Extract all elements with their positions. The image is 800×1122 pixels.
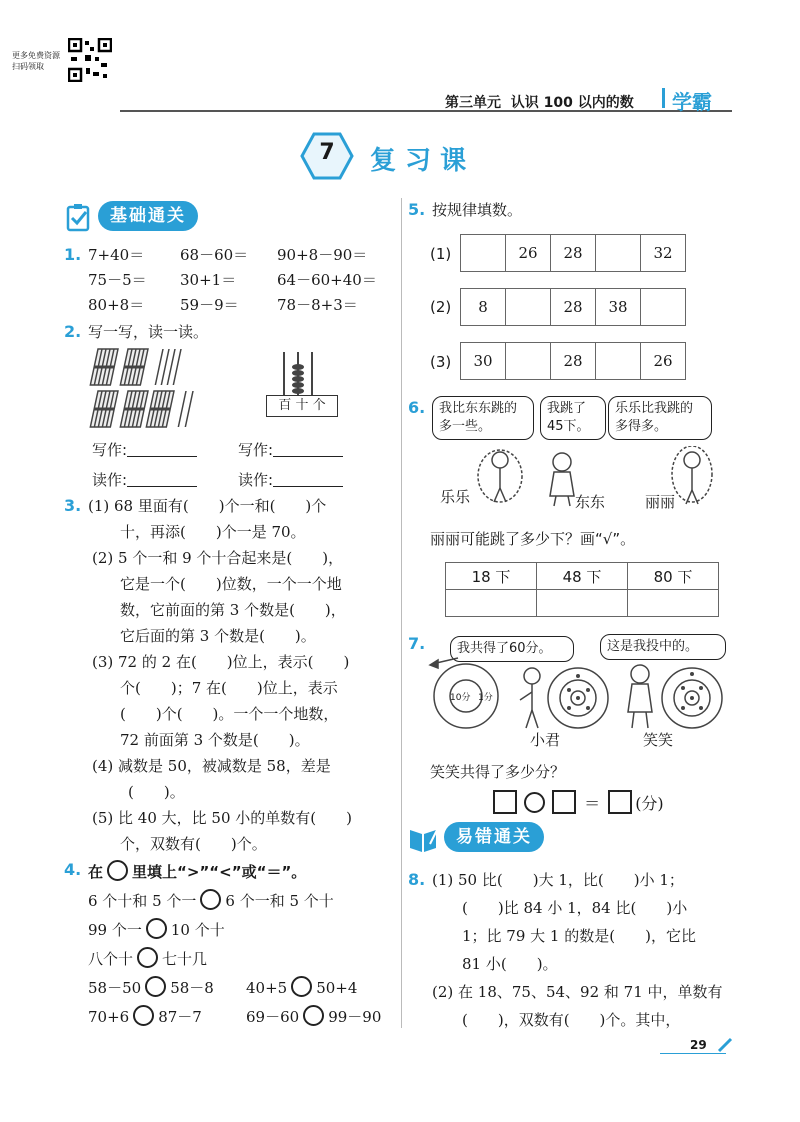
answer-blank[interactable] xyxy=(127,440,197,457)
q4-title xyxy=(88,860,306,882)
q3-line: 十，再添( )个一是 70。 xyxy=(120,523,306,541)
check-cell[interactable] xyxy=(628,590,719,617)
seq-cell[interactable] xyxy=(461,235,506,272)
option-label: 18 下 xyxy=(446,563,537,590)
stick-bundles-icon xyxy=(88,345,213,430)
section-error-title: 易错通关 xyxy=(444,822,544,852)
column-divider xyxy=(401,198,402,1028)
q8-line: ( )比 84 小 1，84 比( )小 xyxy=(462,899,688,917)
q3-line: 个( )；7 在( )位上，表示 xyxy=(120,679,338,697)
answer-box[interactable] xyxy=(493,790,517,814)
q7-answer-row: ＝ (分) xyxy=(490,790,664,814)
compare-circle[interactable] xyxy=(137,947,158,968)
q6-question: 丽丽可能跳了多少下？画“√”。 xyxy=(430,530,636,548)
q3-line: (3) 72 的 2 在( )位上，表示( ) xyxy=(92,653,350,671)
q5-title: 按规律填数。 xyxy=(432,201,523,219)
q1-expr: 90+8－90＝ xyxy=(277,246,368,264)
q3-line: 72 前面第 3 个数是( )。 xyxy=(120,731,310,749)
seq-cell[interactable]: 38 xyxy=(596,289,641,326)
brand-divider xyxy=(662,88,665,108)
q8-line: 1；比 79 大 1 的数是( )，它比 xyxy=(462,927,696,945)
q5-row-label: (2) xyxy=(430,298,452,316)
compare-circle[interactable] xyxy=(133,1005,154,1026)
q4-item: 70+6 87－7 xyxy=(88,1005,202,1027)
compare-circle[interactable] xyxy=(303,1005,324,1026)
q1-number: 1. xyxy=(64,245,82,264)
option-label: 48 下 xyxy=(537,563,628,590)
seq-cell[interactable]: 28 xyxy=(551,289,596,326)
target-label: 1分 xyxy=(478,693,493,703)
pencil-icon xyxy=(716,1036,734,1054)
q2-read-label: 读作: xyxy=(92,471,128,489)
blank-circle-icon xyxy=(107,860,128,881)
seq-cell[interactable]: 26 xyxy=(641,343,686,380)
answer-box[interactable] xyxy=(608,790,632,814)
q5-row-label: (3) xyxy=(430,353,452,371)
clipboard-check-icon xyxy=(64,202,94,232)
compare-circle[interactable] xyxy=(291,976,312,997)
q2-write-label: 写作: xyxy=(238,441,274,459)
speech-bubble: 我比东东跳的多一些。 xyxy=(432,396,534,440)
q4-title-pre: 在 xyxy=(88,863,104,881)
q3-line: (1) 68 里面有( )个一和( )个 xyxy=(88,497,327,515)
q6-options-table xyxy=(445,562,719,617)
open-book-pencil-icon xyxy=(408,824,440,854)
q5-number: 5. xyxy=(408,200,426,219)
q3-line: (2) 5 个一和 9 个十合起来是( )， xyxy=(92,549,344,567)
seq-cell[interactable]: 30 xyxy=(461,343,506,380)
q1-expr: 68－60＝ xyxy=(180,246,249,264)
q1-expr: 75－5＝ xyxy=(88,271,147,289)
compare-circle[interactable] xyxy=(146,918,167,939)
q7-question: 笑笑共得了多少分？ xyxy=(430,763,566,781)
q7-number: 7. xyxy=(408,634,426,653)
seq-cell[interactable] xyxy=(596,343,641,380)
abacus-icon xyxy=(266,347,338,397)
qr-caption: 更多免费资源 扫码领取 xyxy=(12,51,60,71)
compare-circle[interactable] xyxy=(200,889,221,910)
q8-number: 8. xyxy=(408,870,426,889)
q2-write-row-2 xyxy=(238,440,343,460)
q4-item: 八个十 七十几 xyxy=(88,947,207,969)
answer-blank[interactable] xyxy=(273,470,343,487)
compare-circle[interactable] xyxy=(145,976,166,997)
q2-read-label: 读作: xyxy=(238,471,274,489)
dartboard-scene-icon xyxy=(428,656,728,746)
q1-expr: 64－60+40＝ xyxy=(277,271,377,289)
speech-bubble: 我跳了45下。 xyxy=(540,396,606,440)
q2-title: 写一写，读一读。 xyxy=(88,323,209,341)
q1-expr: 30+1＝ xyxy=(180,271,237,289)
q1-expr: 59－9＝ xyxy=(180,296,239,314)
q8-line: (2) 在 18、75、54、92 和 71 中，单数有 xyxy=(432,983,723,1001)
q3-line: (5) 比 40 大，比 50 小的单数有( ) xyxy=(92,809,352,827)
q2-number: 2. xyxy=(64,322,82,341)
sequence-table-3 xyxy=(460,342,686,380)
brand-logo: 学霸 xyxy=(672,90,712,114)
q3-line: ( )。 xyxy=(128,783,185,801)
kid-name: 小君 xyxy=(530,731,561,749)
q3-line: 个，双数有( )个。 xyxy=(120,835,267,853)
answer-blank[interactable] xyxy=(273,440,343,457)
kid-name: 东东 xyxy=(575,493,606,511)
q4-title-post: 里填上“>”“<”或“＝”。 xyxy=(132,863,307,881)
q2-read-row-1 xyxy=(92,470,197,490)
seq-cell[interactable]: 8 xyxy=(461,289,506,326)
section-basic-title: 基础通关 xyxy=(98,201,198,231)
sequence-table-2 xyxy=(460,288,686,326)
q4-number: 4. xyxy=(64,860,82,879)
seq-cell[interactable] xyxy=(641,289,686,326)
q8-line: (1) 50 比( )大 1，比( )小 1； xyxy=(432,871,684,889)
q4-item: 99 个一 10 个十 xyxy=(88,918,225,940)
qr-code-icon[interactable] xyxy=(68,38,112,82)
q3-line: 数，它前面的第 3 个数是( )， xyxy=(120,601,346,619)
q3-line: ( )个( )。一个一个地数， xyxy=(120,705,339,723)
unit-heading: 第三单元 认识 100 以内的数 xyxy=(445,95,634,111)
q1-expr: 80+8＝ xyxy=(88,296,145,314)
q6-number: 6. xyxy=(408,398,426,417)
q3-line: (4) 减数是 50，被减数是 58，差是 xyxy=(92,757,331,775)
q4-item: 69－60 99－90 xyxy=(246,1005,381,1027)
kid-name: 笑笑 xyxy=(643,731,674,749)
q8-line: 81 小( )。 xyxy=(462,955,558,973)
answer-box[interactable] xyxy=(552,790,576,814)
q1-expr: 78－8+3＝ xyxy=(277,296,358,314)
check-cell[interactable] xyxy=(537,590,628,617)
lesson-number: 7 xyxy=(319,140,335,165)
sequence-table-1 xyxy=(460,234,686,272)
target-label: 10分 xyxy=(450,693,471,703)
q4-item: 40+5 50+4 xyxy=(246,976,357,998)
q3-line: 它后面的第 3 个数是( )。 xyxy=(120,627,316,645)
q7-unit: (分) xyxy=(635,794,664,813)
header-rule xyxy=(120,110,732,112)
seq-cell[interactable]: 26 xyxy=(506,235,551,272)
q3-line: 它是一个( )位数，一个一个地 xyxy=(120,575,342,593)
abacus-label: 百 十 个 xyxy=(266,395,338,417)
speech-bubble: 我共得了60分。 xyxy=(450,636,574,662)
lesson-title: 复 习 课 xyxy=(370,146,467,176)
speech-bubble: 这是我投中的。 xyxy=(600,634,726,660)
q1-expr: 7+40＝ xyxy=(88,246,145,264)
kid-name: 乐乐 xyxy=(440,488,471,506)
q3-number: 3. xyxy=(64,496,82,515)
page-number: 29 xyxy=(690,1038,707,1052)
answer-blank[interactable] xyxy=(127,470,197,487)
seq-cell[interactable] xyxy=(506,289,551,326)
q4-item: 58－50 58－8 xyxy=(88,976,214,998)
seq-cell[interactable]: 28 xyxy=(551,235,596,272)
speech-bubble: 乐乐比我跳的多得多。 xyxy=(608,396,712,440)
q5-row-label: (1) xyxy=(430,245,452,263)
seq-cell[interactable] xyxy=(506,343,551,380)
seq-cell[interactable] xyxy=(596,235,641,272)
seq-cell[interactable]: 32 xyxy=(641,235,686,272)
option-label: 80 下 xyxy=(628,563,719,590)
q2-read-row-2 xyxy=(238,470,343,490)
q2-write-label: 写作: xyxy=(92,441,128,459)
operator-circle[interactable] xyxy=(524,792,545,813)
seq-cell[interactable]: 28 xyxy=(551,343,596,380)
kid-name: 丽丽 xyxy=(645,493,676,511)
q4-item: 6 个十和 5 个一 6 个一和 5 个十 xyxy=(88,889,334,911)
q2-write-row-1 xyxy=(92,440,197,460)
check-cell[interactable] xyxy=(446,590,537,617)
q8-line: ( )，双数有( )个。其中， xyxy=(462,1011,681,1029)
